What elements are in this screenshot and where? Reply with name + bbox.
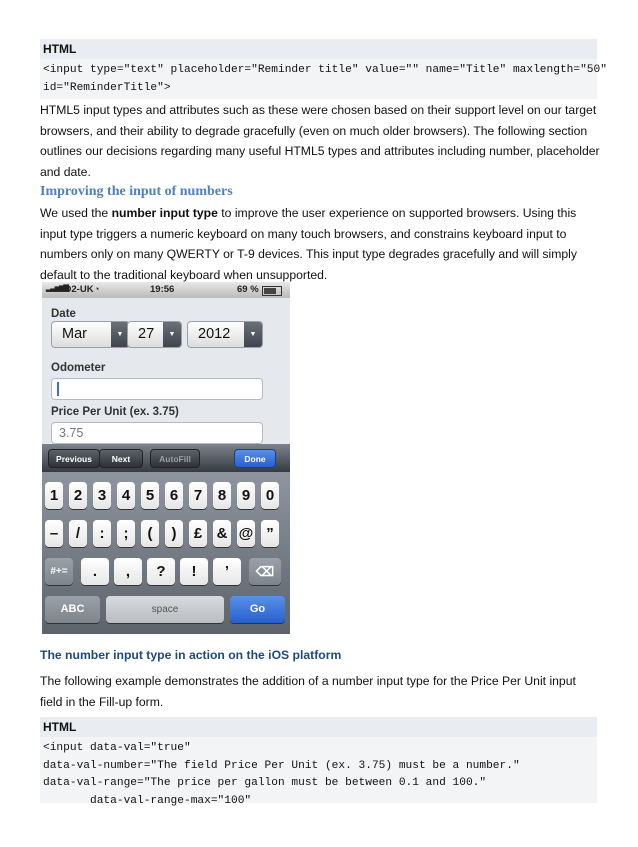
paragraph-line: The following example demonstrates the addition of a number input type for the Price Per Unit input bbox=[40, 674, 576, 688]
key[interactable]: ! bbox=[180, 558, 208, 585]
year-value: 2012 bbox=[198, 326, 231, 342]
key[interactable]: 3 bbox=[93, 482, 111, 509]
text-caret bbox=[57, 382, 59, 396]
text-span: to improve the user experience on supported browsers. Using this bbox=[217, 206, 577, 220]
chevron-down-icon: ▼ bbox=[244, 322, 262, 347]
key[interactable]: . bbox=[81, 558, 109, 585]
chevron-down-icon: ▼ bbox=[111, 322, 129, 347]
paragraph-line: default to the traditional keyboard when unsupported. bbox=[40, 267, 328, 282]
keyboard-accessory-bar bbox=[42, 444, 290, 472]
key[interactable]: ’ bbox=[213, 558, 241, 585]
price-label: Price Per Unit (ex. 3.75) bbox=[51, 406, 179, 418]
clock-label: 19:56 bbox=[150, 284, 175, 295]
key[interactable]: : bbox=[93, 520, 111, 547]
key[interactable]: 9 bbox=[237, 482, 255, 509]
paragraph-line: HTML5 input types and attributes such as these were chosen based on their support level on our target bbox=[40, 103, 597, 117]
key[interactable]: 4 bbox=[117, 482, 135, 509]
paragraph bbox=[40, 203, 600, 285]
paragraph bbox=[40, 100, 600, 182]
carrier-label: O2-UK bbox=[64, 284, 94, 295]
key[interactable]: 7 bbox=[189, 482, 207, 509]
battery-icon bbox=[262, 286, 282, 296]
numeric-keyboard bbox=[42, 472, 290, 634]
key[interactable]: ) bbox=[165, 520, 183, 547]
price-input[interactable] bbox=[51, 422, 263, 444]
paragraph-line: numbers only on many QWERTY or T-9 devices. This input type degrades gracefully and will simply bbox=[40, 247, 577, 261]
code-line: id="ReminderTitle"> bbox=[43, 81, 171, 94]
autofill-button[interactable]: AutoFill bbox=[150, 449, 200, 468]
code-block bbox=[40, 737, 597, 807]
code-line: data-val-number="The field Price Per Unit (ex. 3.75) must be a number." bbox=[43, 759, 520, 772]
chevron-down-icon: ▼ bbox=[163, 322, 181, 347]
odometer-input[interactable] bbox=[51, 378, 263, 400]
abc-key[interactable]: ABC bbox=[45, 596, 100, 623]
key[interactable]: 0 bbox=[261, 482, 279, 509]
figure-caption: The number input type in action on the iOS platform bbox=[40, 648, 342, 662]
key[interactable]: & bbox=[213, 520, 231, 547]
paragraph bbox=[40, 671, 600, 712]
go-key[interactable]: Go bbox=[230, 596, 285, 623]
key[interactable]: @ bbox=[237, 520, 255, 547]
paragraph-line: browsers, and their ability to degrade gracefully (even on much older browsers). The following section bbox=[40, 123, 588, 138]
key[interactable]: 8 bbox=[213, 482, 231, 509]
next-button[interactable]: Next bbox=[99, 449, 143, 468]
odometer-label: Odometer bbox=[51, 362, 106, 374]
previous-button[interactable]: Previous bbox=[48, 449, 100, 468]
key[interactable]: ” bbox=[261, 520, 279, 547]
year-select[interactable] bbox=[187, 321, 263, 348]
key[interactable]: / bbox=[69, 520, 87, 547]
key[interactable]: , bbox=[114, 558, 142, 585]
symbols-toggle-key[interactable]: #+= bbox=[45, 558, 73, 585]
signal-icon: ▂▃▅▆▇ bbox=[46, 285, 68, 292]
key[interactable]: 6 bbox=[165, 482, 183, 509]
paragraph-line: outlines our decisions regarding many useful HTML5 types and attributes including number, placeholder bbox=[40, 144, 600, 158]
bold-term: number input type bbox=[111, 206, 218, 220]
date-label: Date bbox=[51, 308, 76, 320]
paragraph-line: field in the Fill-up form. bbox=[40, 694, 164, 709]
paragraph-line: input type triggers a numeric keyboard on many touch browsers, and constrains keyboard input to bbox=[40, 226, 567, 241]
wifi-icon: ◔ bbox=[94, 284, 100, 294]
battery-percent: 69 % bbox=[237, 284, 259, 295]
code-line: data-val-range="The price per gallon must be between 0.1 and 100." bbox=[43, 777, 487, 789]
text-span: We used the bbox=[40, 206, 112, 220]
code-line: data-val-range-max="100" bbox=[43, 794, 252, 807]
done-button[interactable]: Done bbox=[234, 449, 276, 468]
backspace-icon[interactable]: ⌫ bbox=[249, 558, 281, 585]
section-heading: Improving the input of numbers bbox=[40, 184, 233, 199]
code-line: <input data-val="true" bbox=[43, 742, 191, 754]
fillup-form bbox=[42, 298, 290, 444]
status-bar bbox=[42, 282, 290, 298]
price-placeholder: 3.75 bbox=[59, 426, 84, 440]
day-value: 27 bbox=[138, 326, 155, 342]
key[interactable]: 1 bbox=[45, 482, 63, 509]
code-block bbox=[40, 59, 607, 99]
month-select[interactable] bbox=[51, 321, 130, 348]
paragraph-line: and date. bbox=[40, 164, 91, 179]
key[interactable]: 2 bbox=[69, 482, 87, 509]
space-key[interactable]: space bbox=[106, 596, 224, 623]
paragraph-line bbox=[40, 203, 600, 224]
key[interactable]: – bbox=[45, 520, 63, 547]
code-line: <input type="text" placeholder="Reminder title" value="" name="Title" maxlength="50" bbox=[43, 64, 607, 76]
month-value: Mar bbox=[62, 326, 87, 342]
key[interactable]: ( bbox=[141, 520, 159, 547]
key[interactable]: 5 bbox=[141, 482, 159, 509]
key[interactable]: ? bbox=[147, 558, 175, 585]
code-block-header: HTML bbox=[40, 39, 597, 59]
ios-screenshot bbox=[42, 282, 290, 634]
key[interactable]: ; bbox=[117, 520, 135, 547]
key[interactable]: £ bbox=[189, 520, 207, 547]
code-block-header: HTML bbox=[40, 717, 597, 737]
day-select[interactable] bbox=[127, 321, 182, 348]
